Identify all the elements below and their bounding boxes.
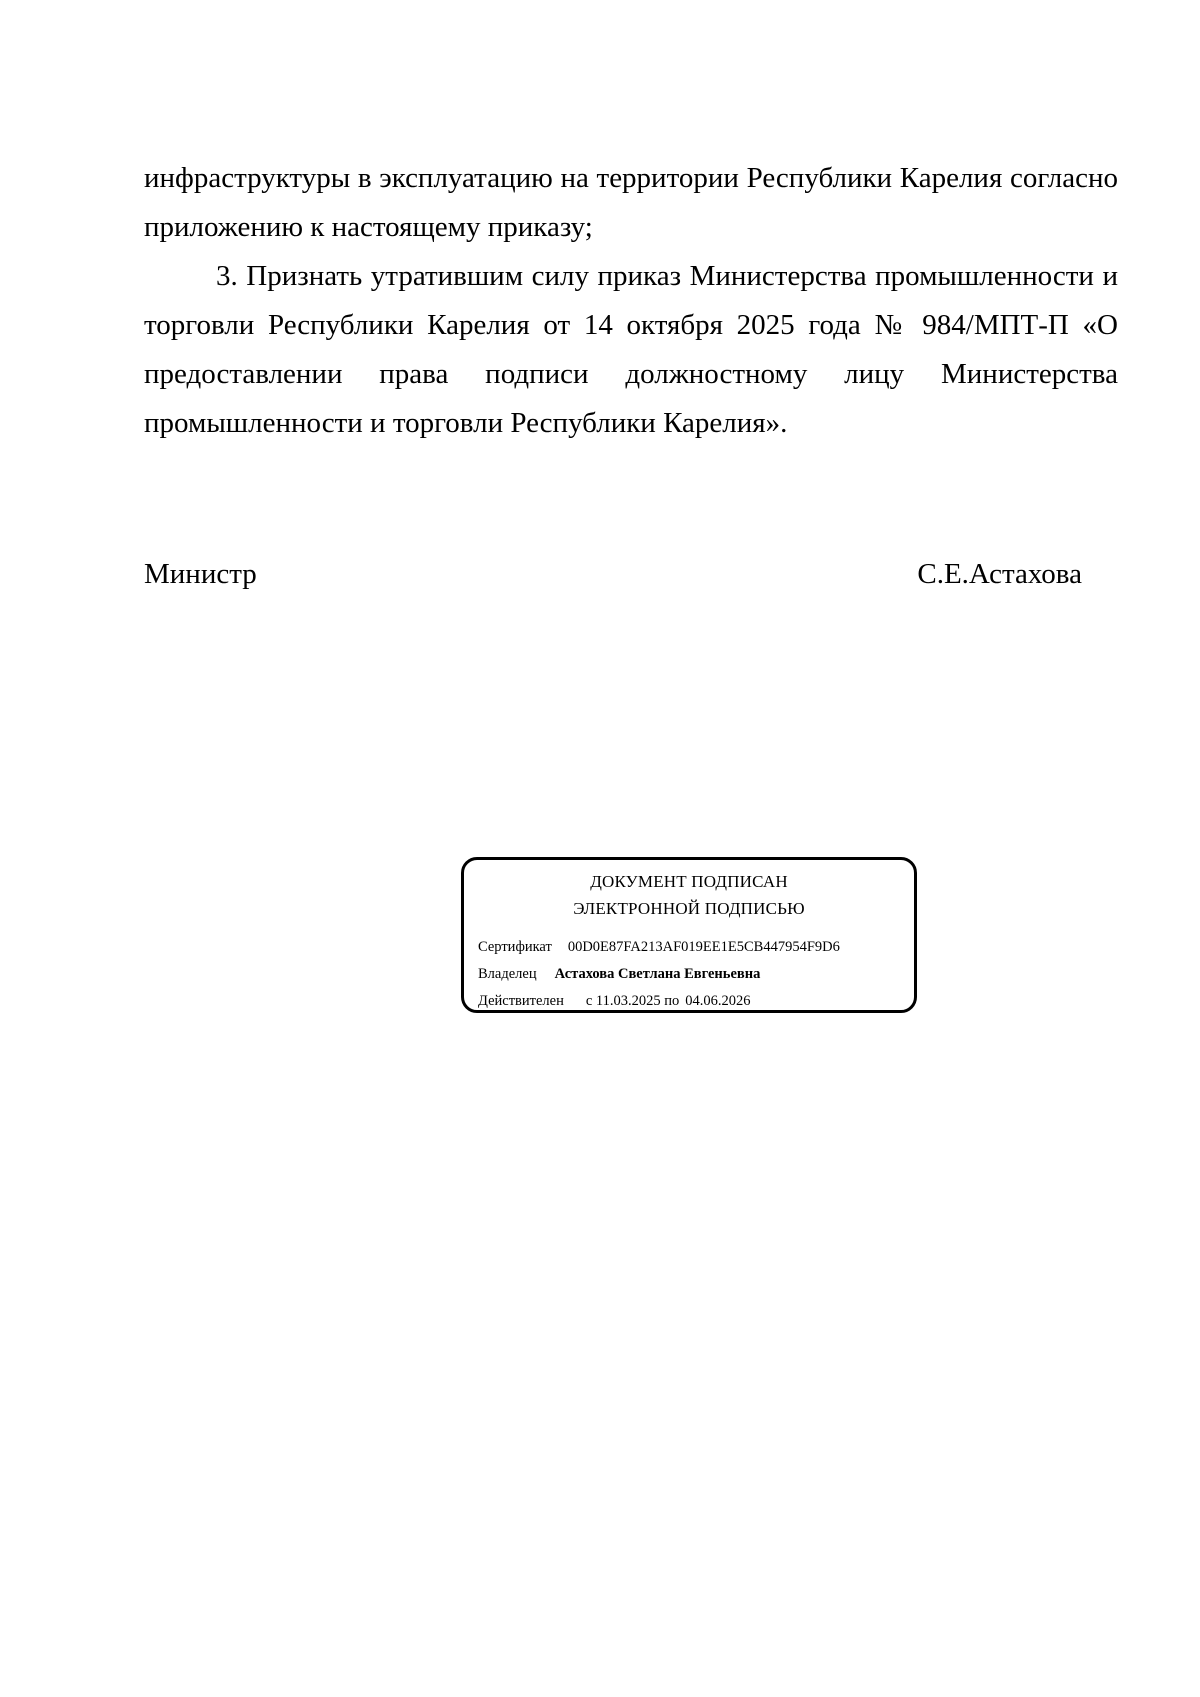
validity-from: с 11.03.2025 по	[585, 993, 680, 1009]
stamp-heading	[464, 868, 914, 922]
stamp-certificate-row	[478, 937, 840, 957]
stamp-owner-row	[478, 964, 760, 984]
owner-label: Владелец	[478, 966, 537, 982]
stamp-heading-line-1: ДОКУМЕНТ ПОДПИСАН	[590, 872, 788, 891]
certificate-label: Сертификат	[478, 939, 552, 955]
signatory-name: С.Е.Астахова	[917, 558, 1082, 590]
paragraph-item-3: 3. Признать утратившим силу приказ Министерства промышленности и торговли Республики Карелия от 14 октября 2025 года № 984/МПТ-П «О предоставлении права подписи должностному лицу Министерства промышленности и торговли Республики Карелия».	[144, 260, 1118, 439]
owner-value: Астахова Светлана Евгеньевна	[554, 966, 761, 982]
paragraph-continuation: инфраструктуры в эксплуатацию на территории Республики Карелия согласно приложению к настоящему приказу;	[144, 162, 1118, 243]
signature-block	[144, 556, 1082, 592]
stamp-heading-line-2: ЭЛЕКТРОННОЙ ПОДПИСЬЮ	[573, 899, 805, 918]
validity-label: Действителен	[478, 993, 564, 1009]
stamp-validity-row	[478, 991, 751, 1011]
certificate-value: 00D0E87FA213AF019EE1E5CB447954F9D6	[567, 939, 840, 955]
validity-to: 04.06.2026	[685, 993, 751, 1009]
document-body	[144, 154, 1118, 448]
electronic-signature-stamp	[461, 857, 917, 1013]
signatory-position: Министр	[144, 558, 257, 590]
